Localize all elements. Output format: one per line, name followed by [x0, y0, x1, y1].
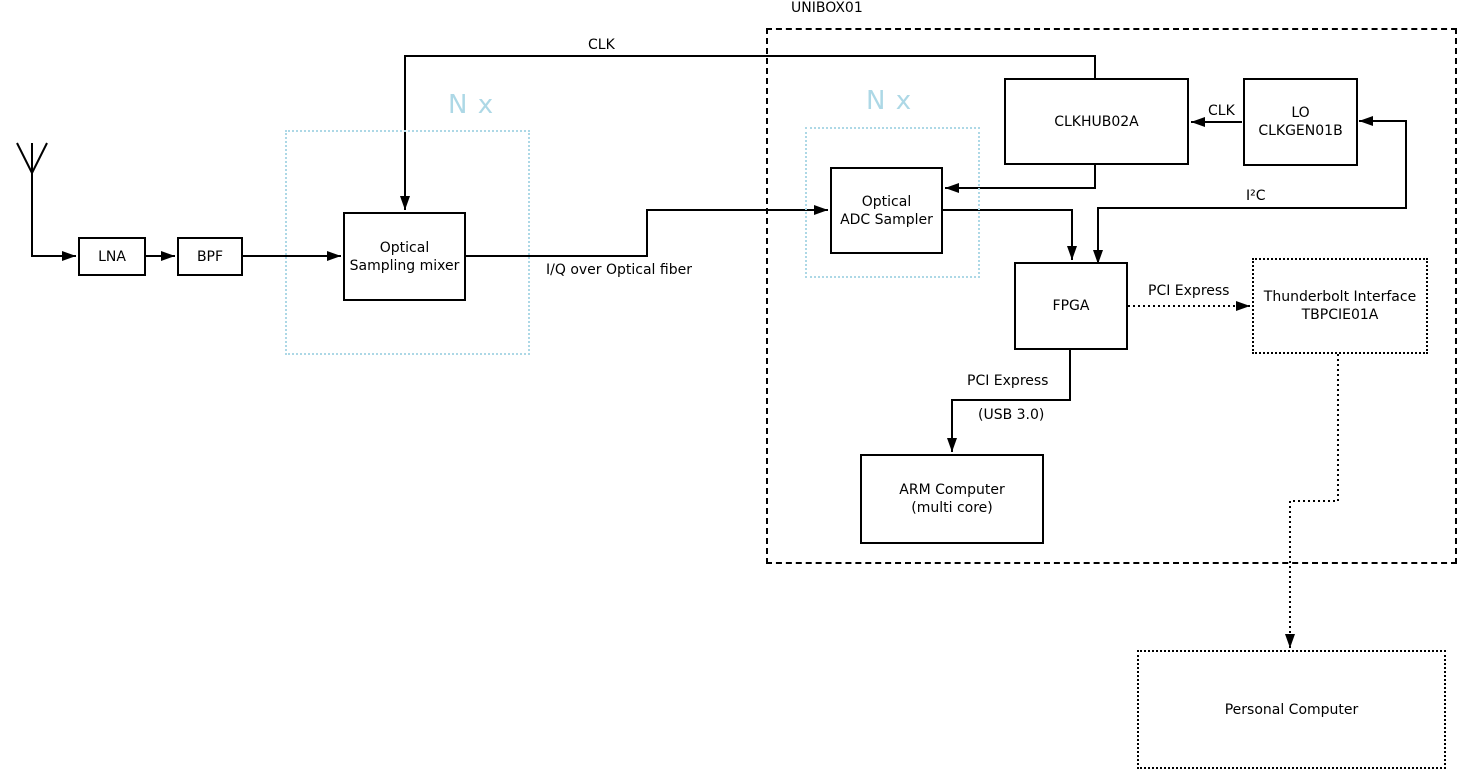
node-arm-label-line1: ARM Computer: [899, 482, 1005, 498]
edge-iq-fiber: [466, 210, 828, 256]
edge-label-clk-main: CLK: [588, 37, 615, 53]
node-lna-label: LNA: [98, 248, 126, 265]
node-optical-adc-sampler: [830, 167, 943, 254]
nx-right-label: N x: [866, 86, 913, 116]
node-optical-sampling-mixer: [343, 212, 466, 301]
node-bpf: [177, 237, 243, 276]
unibox01-label: UNIBOX01: [791, 0, 863, 16]
node-mixer-label-line1: Optical: [379, 239, 430, 256]
edge-clk-to-adc: [945, 165, 1095, 188]
node-clkhub-label: CLKHUB02A: [1054, 113, 1139, 130]
antenna-icon: [17, 143, 47, 173]
edge-clk-to-mixer: [405, 56, 1095, 210]
node-lna: [78, 237, 146, 276]
edge-label-clk-lo: CLK: [1208, 103, 1235, 119]
node-bpf-label: BPF: [196, 248, 224, 265]
edge-label-usb: (USB 3.0): [978, 407, 1045, 423]
edge-label-i2c: I²C: [1246, 188, 1266, 204]
edge-label-pcie-arm: PCI Express: [967, 373, 1049, 389]
node-pc-label: Personal Computer: [1224, 701, 1359, 718]
node-fpga-label: FPGA: [1052, 298, 1090, 314]
node-thunderbolt-label-line1: Thunderbolt Interface: [1263, 289, 1417, 305]
edge-antenna-to-lna: [32, 173, 76, 256]
edge-pcie-arm: [952, 350, 1070, 452]
node-clkhub02a: [1004, 78, 1189, 165]
node-lo-clkgen01b: [1243, 78, 1358, 166]
node-adc-label-line2: ADC Sampler: [840, 211, 933, 228]
edge-adc-to-fpga: [943, 210, 1072, 260]
nx-left-label: N x: [448, 90, 495, 120]
node-lo-label-line2: CLKGEN01B: [1258, 123, 1343, 139]
edge-label-iq-fiber: I/Q over Optical fiber: [546, 262, 692, 278]
node-arm-label-line2: (multi core): [911, 500, 993, 516]
node-thunderbolt-label-line2: TBPCIE01A: [1301, 307, 1379, 323]
edge-label-pcie-thunderbolt: PCI Express: [1148, 283, 1230, 299]
node-fpga: [1014, 262, 1128, 350]
node-adc-label-line1: Optical: [861, 193, 912, 210]
node-personal-computer: [1137, 650, 1446, 769]
edge-thunderbolt-to-pc: [1290, 354, 1338, 648]
node-thunderbolt-interface: [1252, 258, 1428, 354]
node-mixer-label-line2: Sampling mixer: [349, 257, 460, 274]
node-arm-computer: [860, 454, 1044, 544]
node-lo-label-line1: LO: [1291, 105, 1310, 121]
